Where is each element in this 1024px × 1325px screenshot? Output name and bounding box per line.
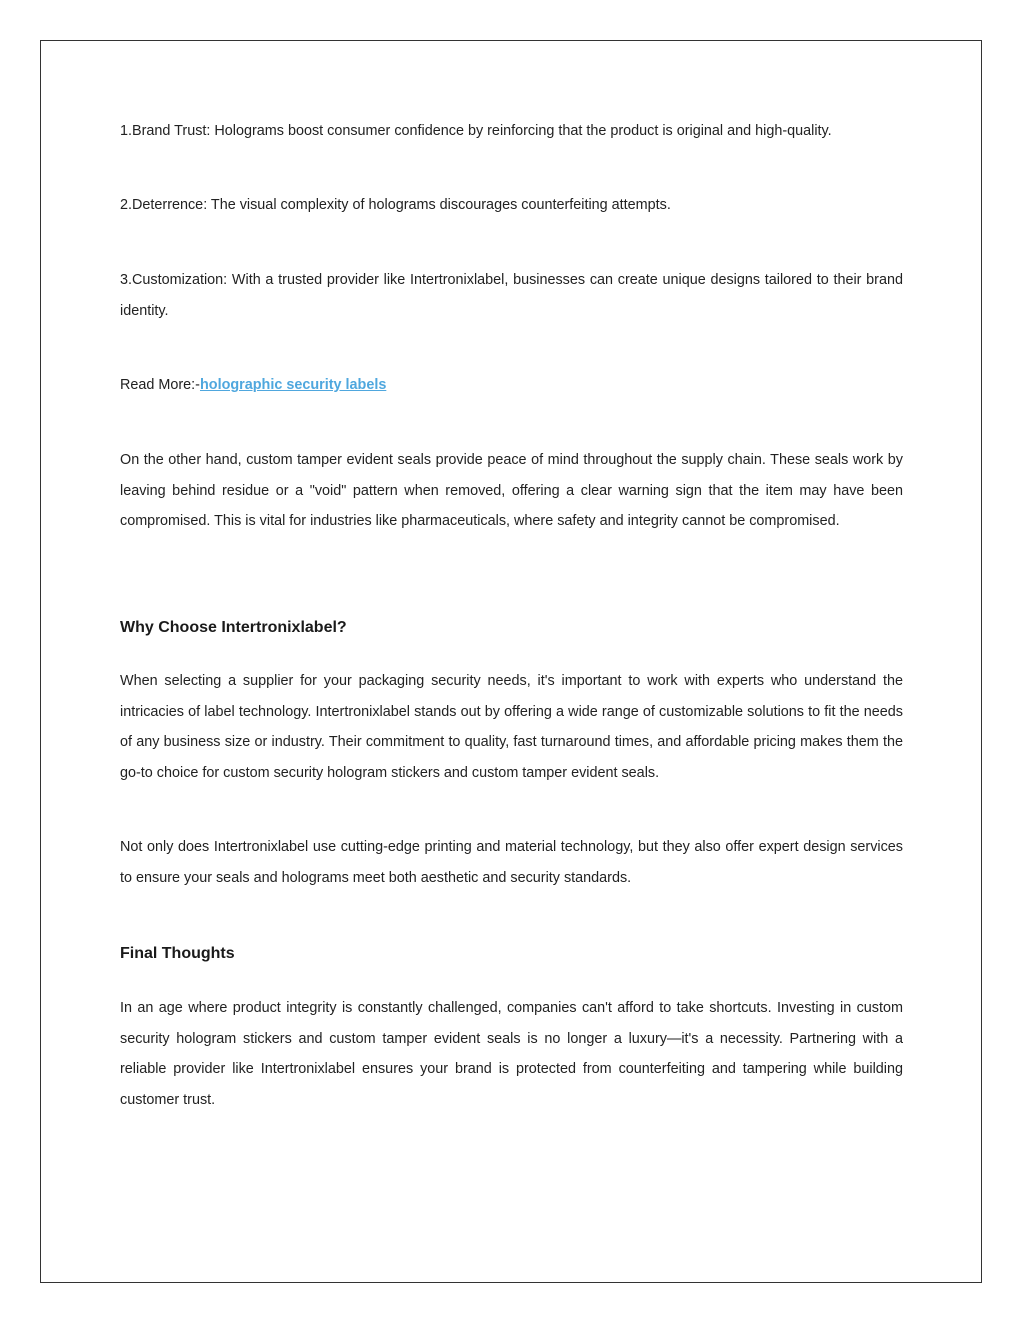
- list-item-customization: 3.Customization: With a trusted provider like Intertronixlabel, businesses can create unique designs tailored to their brand identity.: [120, 272, 903, 319]
- paragraph-why-choose-1: When selecting a supplier for your packaging security needs, it's important to work with experts who understand the intricacies of label technology. Intertronixlabel stands out by offering a wide range of customizable solutions to fit the needs of any business size or industry. Their commitment to quality, fast turnaround times, and affordable pricing makes them the go-to choice for custom security hologram stickers and custom tamper evident seals.: [120, 673, 903, 781]
- holographic-security-labels-link[interactable]: holographic security labels: [199, 377, 387, 393]
- paragraph-why-choose-2: Not only does Intertronixlabel use cutting-edge printing and material technology, but they also offer expert design services to ensure your seals and holograms meet both aesthetic and security standards.: [120, 839, 903, 886]
- list-item-deterrence: 2.Deterrence: The visual complexity of holograms discourages counterfeiting attempts.: [120, 197, 671, 213]
- paragraph-final-thoughts: In an age where product integrity is constantly challenged, companies can't afford to take shortcuts. Investing in custom security hologram stickers and custom tamper evident seals is no longer a luxury—it's a necessity. Partnering with a reliable provider like Intertronixlabel ensures your brand is protected from counterfeiting and tampering while building customer trust.: [120, 1000, 903, 1108]
- read-more-line: [120, 370, 903, 401]
- heading-why-choose: Why Choose Intertronixlabel?: [120, 619, 347, 636]
- list-item-brand-trust: 1.Brand Trust: Holograms boost consumer confidence by reinforcing that the product is original and high-quality.: [120, 123, 832, 139]
- paragraph-tamper-seals: On the other hand, custom tamper evident seals provide peace of mind throughout the supply chain. These seals work by leaving behind residue or a "void" pattern when removed, offering a clear warning sign that the item may have been compromised. This is vital for industries like pharmaceuticals, where safety and integrity cannot be compromised.: [120, 452, 903, 530]
- heading-final-thoughts: Final Thoughts: [120, 945, 235, 962]
- read-more-prefix: Read More:-: [120, 377, 200, 393]
